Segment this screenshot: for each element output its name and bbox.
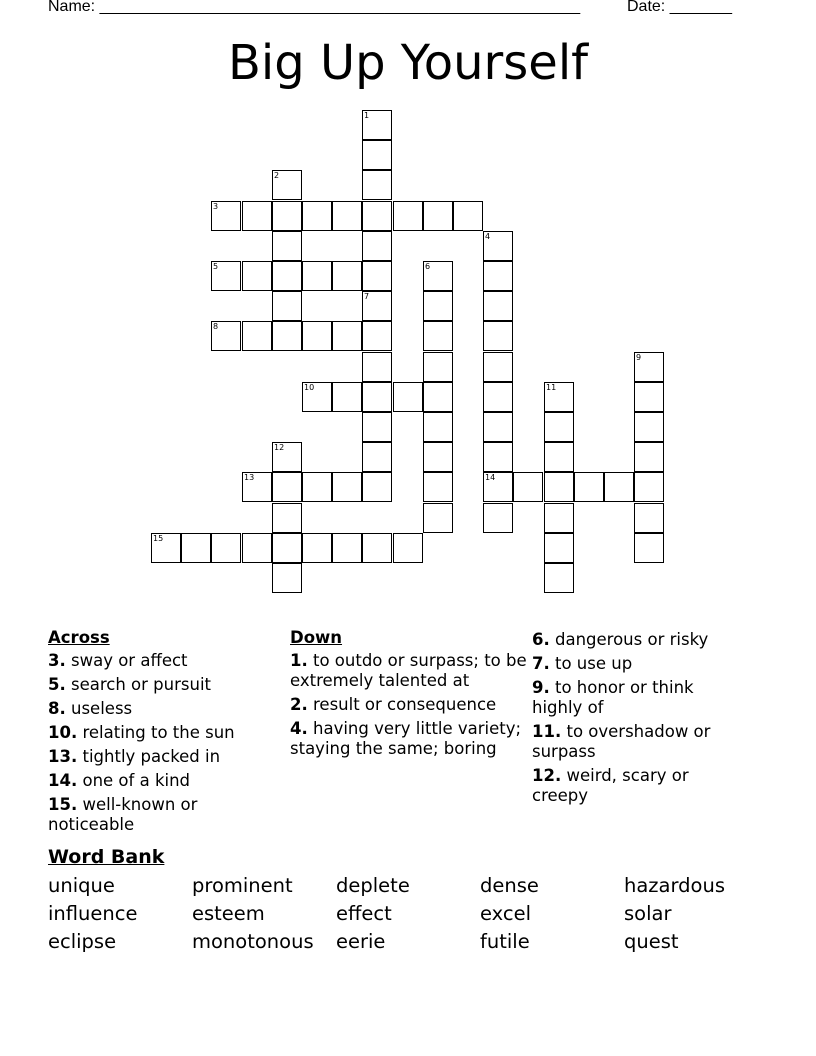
down-heading: Down <box>290 628 343 647</box>
clue-number: 10. <box>48 723 78 742</box>
grid-cell[interactable] <box>332 382 362 412</box>
clue-text: having very little variety; staying the same; boring <box>290 719 522 758</box>
grid-cell[interactable] <box>544 503 574 533</box>
clue-number: 7. <box>532 654 550 673</box>
date-field-label: Date: _______ <box>627 0 732 15</box>
grid-cell[interactable] <box>574 472 604 502</box>
clue-number: 11. <box>532 722 562 741</box>
clue-number-label: 12 <box>274 443 285 452</box>
grid-cell[interactable] <box>634 412 664 442</box>
word-bank-item: esteem <box>192 902 265 925</box>
word-bank-item: futile <box>480 930 530 953</box>
grid-cell[interactable] <box>272 170 302 200</box>
clue-number-label: 14 <box>485 473 496 482</box>
grid-cell[interactable] <box>332 261 362 291</box>
name-field-label: Name: ______________________________________________________ <box>48 0 581 15</box>
grid-cell[interactable] <box>634 352 664 382</box>
grid-cell[interactable] <box>362 382 392 412</box>
grid-cell[interactable] <box>242 321 272 351</box>
grid-cell[interactable] <box>453 201 483 231</box>
grid-cell[interactable] <box>483 472 513 502</box>
grid-cell[interactable] <box>483 442 513 472</box>
grid-cell[interactable] <box>272 442 302 472</box>
grid-cell[interactable] <box>211 321 241 351</box>
clue-number: 8. <box>48 699 66 718</box>
clue-text: one of a kind <box>82 771 191 790</box>
grid-cell[interactable] <box>544 382 574 412</box>
word-bank-item: unique <box>48 874 115 897</box>
clue-number-label: 6 <box>425 262 431 271</box>
word-bank-item: eclipse <box>48 930 117 953</box>
clue-down-11 <box>532 722 732 762</box>
clue-number: 1. <box>290 651 308 670</box>
clue-number: 14. <box>48 771 78 790</box>
grid-cell[interactable] <box>423 503 453 533</box>
grid-cell[interactable] <box>634 472 664 502</box>
grid-cell[interactable] <box>423 352 453 382</box>
word-bank-item: excel <box>480 902 531 925</box>
grid-cell[interactable] <box>362 472 392 502</box>
grid-cell[interactable] <box>242 201 272 231</box>
word-bank-heading: Word Bank <box>48 846 165 868</box>
clue-number: 6. <box>532 630 550 649</box>
grid-cell[interactable] <box>362 261 392 291</box>
grid-cell[interactable] <box>242 472 272 502</box>
clue-number: 5. <box>48 675 66 694</box>
clue-across-13 <box>48 747 288 767</box>
grid-cell[interactable] <box>483 382 513 412</box>
grid-cell[interactable] <box>634 503 664 533</box>
word-bank-item: effect <box>336 902 392 925</box>
word-bank-item: influence <box>48 902 138 925</box>
grid-cell[interactable] <box>362 140 392 170</box>
grid-cell[interactable] <box>272 291 302 321</box>
clue-number-label: 8 <box>213 322 219 331</box>
grid-cell[interactable] <box>483 261 513 291</box>
grid-cell[interactable] <box>272 201 302 231</box>
clue-number-label: 11 <box>546 383 557 392</box>
word-bank-item: eerie <box>336 930 386 953</box>
word-bank-item: dense <box>480 874 539 897</box>
grid-cell[interactable] <box>423 201 453 231</box>
across-heading: Across <box>48 628 110 647</box>
grid-cell[interactable] <box>362 231 392 261</box>
grid-cell[interactable] <box>272 472 302 502</box>
down-clues <box>290 628 530 763</box>
clue-text: search or pursuit <box>71 675 212 694</box>
grid-cell[interactable] <box>362 110 392 140</box>
clue-down-9 <box>532 678 722 718</box>
grid-cell[interactable] <box>362 291 392 321</box>
grid-cell[interactable] <box>544 412 574 442</box>
clue-across-8 <box>48 699 288 719</box>
grid-cell[interactable] <box>332 533 362 563</box>
grid-cell[interactable] <box>423 412 453 442</box>
word-bank-item: hazardous <box>624 874 725 897</box>
grid-cell[interactable] <box>393 533 423 563</box>
clue-number: 2. <box>290 695 308 714</box>
across-clues <box>48 628 288 839</box>
clue-number-label: 10 <box>304 383 315 392</box>
clue-down-1 <box>290 651 530 691</box>
grid-cell[interactable] <box>272 563 302 593</box>
clue-number-label: 3 <box>213 202 219 211</box>
clue-number-label: 13 <box>244 473 255 482</box>
grid-cell[interactable] <box>211 201 241 231</box>
grid-cell[interactable] <box>393 201 423 231</box>
clue-text: dangerous or risky <box>555 630 709 649</box>
grid-cell[interactable] <box>393 382 423 412</box>
clue-text: weird, scary or creepy <box>532 766 689 805</box>
grid-cell[interactable] <box>211 533 241 563</box>
clue-text: relating to the sun <box>82 723 235 742</box>
clue-number-label: 5 <box>213 262 219 271</box>
grid-cell[interactable] <box>423 291 453 321</box>
clue-across-14 <box>48 771 288 791</box>
clue-number: 15. <box>48 795 78 814</box>
clue-down-7 <box>532 654 772 674</box>
grid-cell[interactable] <box>211 261 241 291</box>
grid-cell[interactable] <box>302 472 332 502</box>
clue-text: to use up <box>555 654 633 673</box>
clue-number-label: 2 <box>274 171 280 180</box>
clue-text: to overshadow or surpass <box>532 722 711 761</box>
clue-across-5 <box>48 675 288 695</box>
grid-cell[interactable] <box>272 321 302 351</box>
grid-cell[interactable] <box>302 382 332 412</box>
clue-number: 9. <box>532 678 550 697</box>
grid-cell[interactable] <box>302 261 332 291</box>
grid-cell[interactable] <box>362 170 392 200</box>
clue-across-3 <box>48 651 288 671</box>
down-clues-continued <box>532 630 772 810</box>
word-bank-item: prominent <box>192 874 293 897</box>
clue-across-10 <box>48 723 288 743</box>
grid-cell[interactable] <box>302 533 332 563</box>
grid-cell[interactable] <box>362 412 392 442</box>
grid-cell[interactable] <box>544 533 574 563</box>
clue-down-4 <box>290 719 530 759</box>
grid-cell[interactable] <box>362 442 392 472</box>
grid-cell[interactable] <box>544 442 574 472</box>
grid-cell[interactable] <box>604 472 634 502</box>
grid-cell[interactable] <box>242 261 272 291</box>
clue-down-6 <box>532 630 772 650</box>
clue-text: sway or affect <box>71 651 188 670</box>
grid-cell[interactable] <box>302 321 332 351</box>
word-bank-item: deplete <box>336 874 410 897</box>
grid-cell[interactable] <box>332 472 362 502</box>
grid-cell[interactable] <box>483 231 513 261</box>
grid-cell[interactable] <box>483 291 513 321</box>
clue-text: tightly packed in <box>82 747 221 766</box>
word-bank-item: solar <box>624 902 672 925</box>
grid-cell[interactable] <box>544 472 574 502</box>
page-title: Big Up Yourself <box>227 35 589 91</box>
grid-cell[interactable] <box>362 352 392 382</box>
clue-number-label: 7 <box>364 292 370 301</box>
grid-cell[interactable] <box>272 261 302 291</box>
grid-cell[interactable] <box>544 563 574 593</box>
clue-down-12 <box>532 766 722 806</box>
grid-cell[interactable] <box>423 382 453 412</box>
clue-text: to honor or think highly of <box>532 678 694 717</box>
grid-cell[interactable] <box>483 352 513 382</box>
grid-cell[interactable] <box>634 382 664 412</box>
grid-cell[interactable] <box>423 261 453 291</box>
clue-number: 13. <box>48 747 78 766</box>
grid-cell[interactable] <box>634 533 664 563</box>
clue-number-label: 9 <box>636 353 642 362</box>
clue-text: well-known or noticeable <box>48 795 198 834</box>
grid-cell[interactable] <box>181 533 211 563</box>
grid-cell[interactable] <box>272 231 302 261</box>
clue-across-15 <box>48 795 238 835</box>
grid-cell[interactable] <box>362 321 392 351</box>
grid-cell[interactable] <box>423 472 453 502</box>
grid-cell[interactable] <box>362 533 392 563</box>
grid-cell[interactable] <box>151 533 181 563</box>
clue-text: to outdo or surpass; to be extremely talented at <box>290 651 527 690</box>
grid-cell[interactable] <box>362 201 392 231</box>
grid-cell[interactable] <box>513 472 543 502</box>
grid-cell[interactable] <box>302 201 332 231</box>
clue-number-label: 1 <box>364 111 370 120</box>
grid-cell[interactable] <box>272 533 302 563</box>
clue-text: useless <box>71 699 133 718</box>
grid-cell[interactable] <box>272 503 302 533</box>
grid-cell[interactable] <box>483 321 513 351</box>
clue-number-label: 4 <box>485 232 491 241</box>
clue-number: 12. <box>532 766 562 785</box>
grid-cell[interactable] <box>332 321 362 351</box>
word-bank-item: quest <box>624 930 679 953</box>
clue-number-label: 15 <box>153 534 164 543</box>
grid-cell[interactable] <box>483 503 513 533</box>
grid-cell[interactable] <box>423 442 453 472</box>
grid-cell[interactable] <box>483 412 513 442</box>
grid-cell[interactable] <box>242 533 272 563</box>
clue-down-2 <box>290 695 530 715</box>
grid-cell[interactable] <box>423 321 453 351</box>
grid-cell[interactable] <box>332 201 362 231</box>
clue-number: 4. <box>290 719 308 738</box>
grid-cell[interactable] <box>634 442 664 472</box>
clue-text: result or consequence <box>313 695 497 714</box>
word-bank-item: monotonous <box>192 930 314 953</box>
clue-number: 3. <box>48 651 66 670</box>
